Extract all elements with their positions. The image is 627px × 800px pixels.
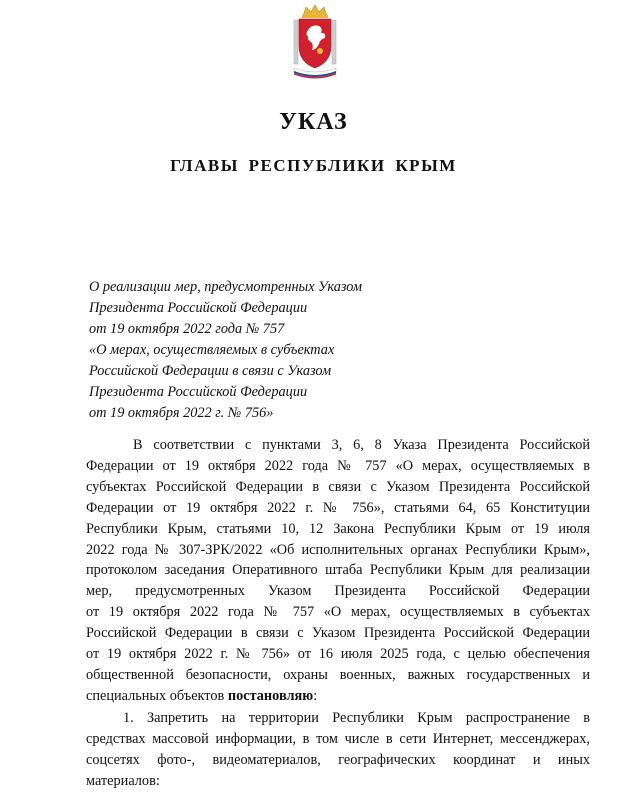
coat-of-arms-emblem [290,2,340,80]
paragraph-line: субъектах Российской Федерации в связи с Указом Президента Российской [86,478,590,495]
last-line-suffix: : [313,687,318,704]
paragraph-line: от 19 октября 2022 года № 757 «О мерах, осуществляемых в субъектах [86,604,590,621]
heading-line: от 19 октября 2022 года № 757 [89,321,285,337]
paragraph-line: 1. Запретить на территории Республики Крым распространение в [123,710,590,726]
heading-line: Президента Российской Федерации [89,300,308,316]
paragraph-last-line [86,686,590,707]
heading-line: Президента Российской Федерации [89,384,308,400]
paragraph-line: Республики Крым, статьями 10, 12 Закона Республики Крым от 19 июля [86,520,590,537]
coat-of-arms-icon [290,2,340,80]
last-line-prefix: специальных объектов [86,687,228,704]
paragraph-line: В соответствии с пунктами 3, 6, 8 Указа Президента Российской [133,437,590,453]
decree-heading [89,277,449,424]
paragraph-line: от 19 октября 2022 г. № 756» от 16 июля 2025 года, с целью обеспечения [86,646,590,663]
paragraph-line: протоколом заседания Оперативного штаба Республики Крым для реализации [86,562,590,579]
paragraph-line: мер, предусмотренных Указом Президента Российской Федерации [86,583,590,600]
paragraph-line: Федерации от 19 октября 2022 г. № 756», статьями 64, 65 Конституции [86,499,590,516]
heading-line: от 19 октября 2022 г. № 756» [89,405,274,421]
heading-line: «О мерах, осуществляемых в субъектах [89,342,335,358]
paragraph-line: 2022 года № 307-ЗРК/2022 «Об исполнительных органах Республики Крым», [86,541,590,558]
paragraph-line: материалов: [86,772,160,789]
paragraph-line: соцсетях фото-, видеоматериалов, географических координат и иных [86,751,590,768]
document-title: УКАЗ [279,109,348,135]
heading-line: О реализации мер, предусмотренных Указом [89,279,363,295]
heading-line: Российской Федерации в связи с Указом [89,363,332,379]
decree-keyword: постановляю [227,687,314,704]
paragraph-line: средствах массовой информации, в том числе в сети Интернет, мессенджерах, [86,730,590,747]
document-subtitle: ГЛАВЫ РЕСПУБЛИКИ КРЫМ [170,156,457,175]
preamble-paragraph [86,435,590,707]
item-1-paragraph [86,708,590,792]
paragraph-line: Российской Федерации в связи с Указом Президента Российской Федерации [86,625,590,642]
paragraph-line: Федерации от 19 октября 2022 года № 757 «О мерах, осуществляемых в [86,457,590,474]
paragraph-line: общественной безопасности, охраны военных, важных государственных и [86,666,590,683]
